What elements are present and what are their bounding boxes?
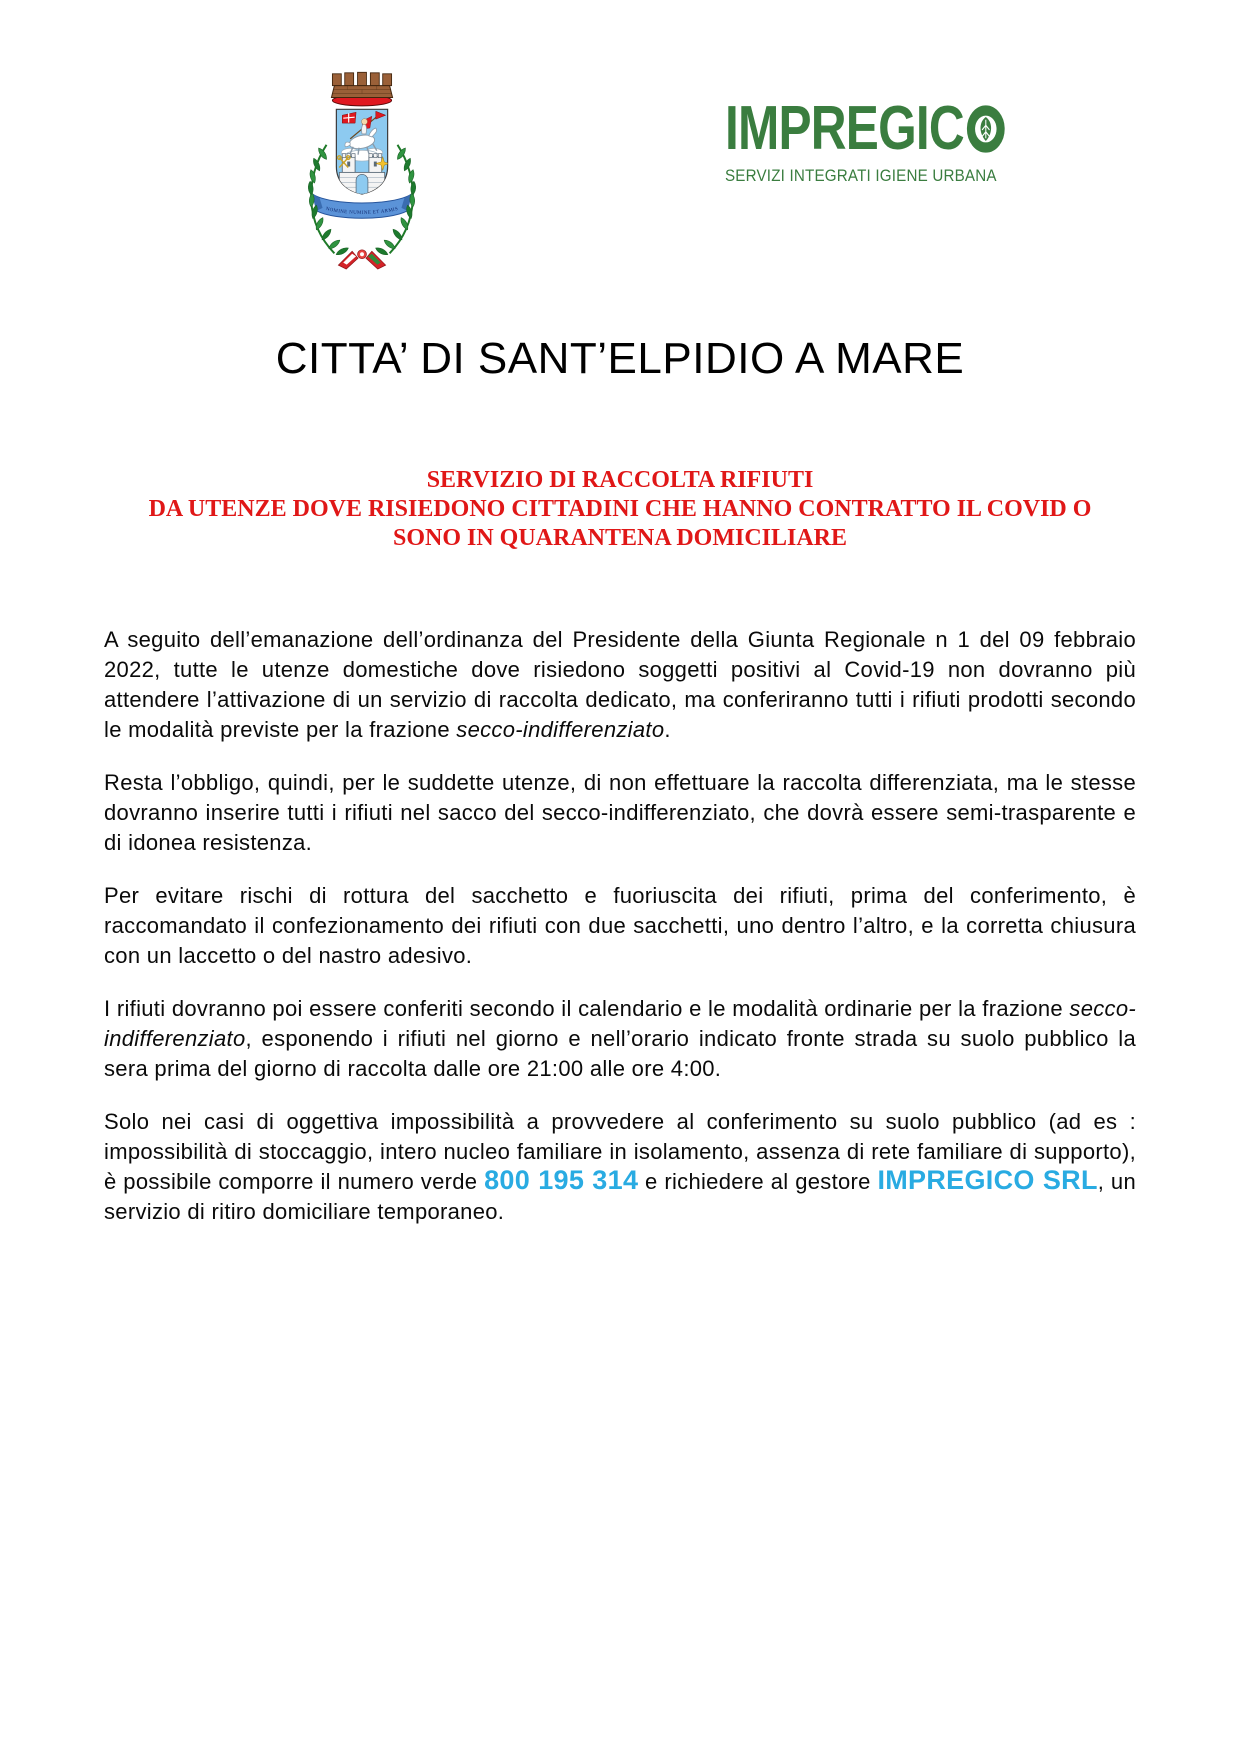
mural-crown-icon — [331, 72, 392, 106]
city-coat-of-arms — [292, 60, 432, 272]
text-normal: . — [664, 717, 671, 742]
text-italic: secco-indifferenziato — [104, 996, 1136, 1051]
text-normal: Solo nei casi di oggettiva impossibilità a provvedere al conferimento su suolo pubblico (ad es : impossibilità di stoccaggio, intero nucleo familiare in isolamento, assenza di rete familiare di supporto), è possibile comporre il numero verde — [104, 1109, 1136, 1194]
body-text — [104, 625, 1136, 1250]
leaf-in-o-icon — [965, 104, 1005, 154]
body-paragraph — [104, 881, 1136, 971]
logo-tagline: SERVIZI INTEGRATI IGIENE URBANA — [725, 167, 997, 185]
text-normal: I rifiuti dovranno poi essere conferiti secondo il calendario e le modalità ordinarie per la frazione — [104, 996, 1070, 1021]
operator-name: IMPREGICO SRL — [877, 1165, 1098, 1195]
ribbon-bow-icon — [338, 250, 385, 269]
text-normal: Per evitare rischi di rottura del sacchetto e fuoriuscita dei rifiuti, prima del conferimento, è raccomandato il confezionamento dei rifiuti con due sacchetti, uno dentro l’altro, e la corretta chiusura con un laccetto o del nastro adesivo. — [104, 883, 1136, 968]
motto-ribbon — [313, 194, 412, 218]
text-normal: Resta l’obbligo, quindi, per le suddette utenze, di non effettuare la raccolta differenziata, ma le stesse dovranno inserire tutti i rifiuti nel sacco del secco-indifferenziato, che dovrà essere semi-trasparente e di idonea resistenza. — [104, 770, 1136, 855]
text-normal: A seguito dell’emanazione dell’ordinanza del Presidente della Giunta Regionale n 1 del 09 febbraio 2022, tutte le utenze domestiche dove risiedono soggetti positivi al Covid-19 non dovranno più attendere l’attivazione di un servizio di raccolta dedicato, ma conferiranno tutti i rifiuti prodotti secondo le modalità previste per la frazione — [104, 627, 1136, 742]
toll-free-number: 800 195 314 — [484, 1165, 639, 1195]
impregico-wordmark — [725, 94, 1005, 163]
shield-icon — [336, 109, 389, 194]
notice-heading-line: DA UTENZE DOVE RISIEDONO CITTADINI CHE HANNO CONTRATTO IL COVID O — [148, 496, 1092, 522]
body-paragraph — [104, 625, 1136, 745]
text-normal: , un servizio di ritiro domiciliare temporaneo. — [104, 1169, 1137, 1224]
text-normal: e richiedere al gestore — [638, 1169, 878, 1194]
notice-heading-line: SONO IN QUARANTENA DOMICILIARE — [392, 525, 848, 551]
motto-text: NOMINE NUMINE ET ARMIS — [325, 206, 399, 216]
body-paragraph — [104, 768, 1136, 858]
text-italic: secco-indifferenziato — [456, 717, 665, 742]
notice-heading — [0, 466, 1240, 553]
body-paragraph — [104, 1107, 1136, 1227]
notice-heading-line: SERVIZIO DI RACCOLTA RIFIUTI — [426, 467, 814, 493]
city-title: CITTA’ DI SANT’ELPIDIO A MARE — [275, 334, 965, 383]
text-normal: , esponendo i rifiuti nel giorno e nell’orario indicato fronte strada su suolo pubblico la sera prima del giorno di raccolta dalle ore 21:00 alle ore 4:00. — [104, 1026, 1136, 1081]
impregico-logo — [725, 94, 1076, 186]
brand-text: IMPREGIC — [725, 94, 964, 163]
body-paragraph — [104, 994, 1136, 1084]
